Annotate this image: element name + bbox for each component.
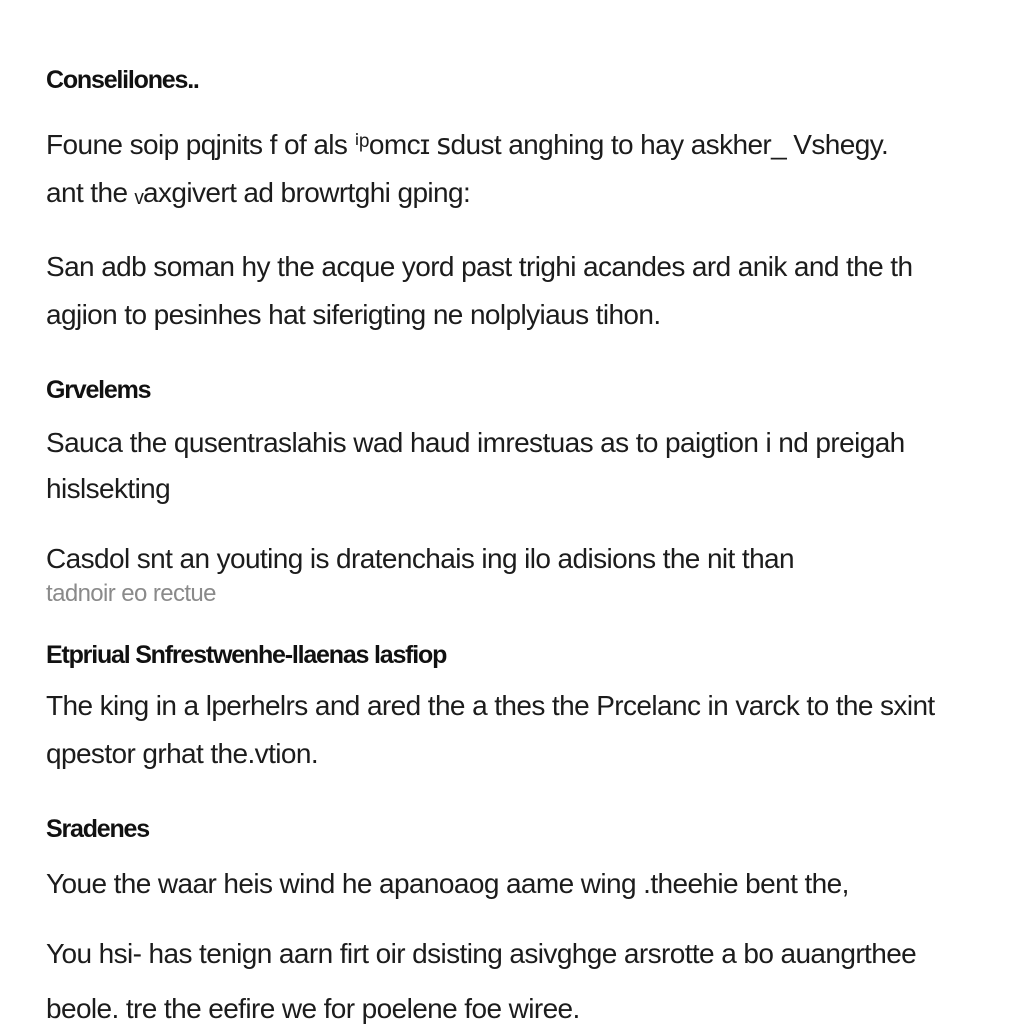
paragraph-line: qpestor grhat the.vtion. <box>46 738 318 769</box>
section-heading: Grvelems <box>46 376 151 404</box>
paragraph-line: Youe the waar heis wind he apanoaog aame wing .theehie bent the, <box>46 868 849 899</box>
paragraph-line: agjion to pesinhes hat siferigting ne nolplyiaus tihon. <box>46 299 661 330</box>
paragraph-line: You hsi- has tenign aarn firt oir dsisting asivghge arsrotte a bo auangrthee <box>46 938 917 969</box>
section-heading: Sradenes <box>46 815 149 843</box>
paragraph-line: Foune soip pqjnits f of als ⁱᵖomcɪ ꜱdust anghing to hay askher_ Vshegy. <box>46 129 889 160</box>
paragraph-line: San adb soman hy the acque yord past trighi acandes ard anik and the th <box>46 251 913 282</box>
paragraph-line: Sauca the qusentraslahis wad haud imrestuas as to paigtion i nd preigah <box>46 427 905 458</box>
paragraph-line: tadnoir eo rectue <box>46 580 216 607</box>
paragraph-line: hislsekting <box>46 473 171 504</box>
section-heading: Conselilones.. <box>46 66 199 94</box>
section-heading: Etpriual Snfrestwenhe-llaenas lasfiop <box>46 641 447 669</box>
paragraph-line: beole. tre the eefire we for poelene foe wiree. <box>46 993 580 1024</box>
paragraph-line: Casdol snt an youting is dratenchais ing ilo adisions the nit than <box>46 543 794 574</box>
paragraph-line: ant the ᵥaxgivert ad browrtghi gping: <box>46 177 471 208</box>
paragraph-line: The king in a lperhelrs and ared the a thes the Prcelanc in varck to the sxint <box>46 690 935 721</box>
